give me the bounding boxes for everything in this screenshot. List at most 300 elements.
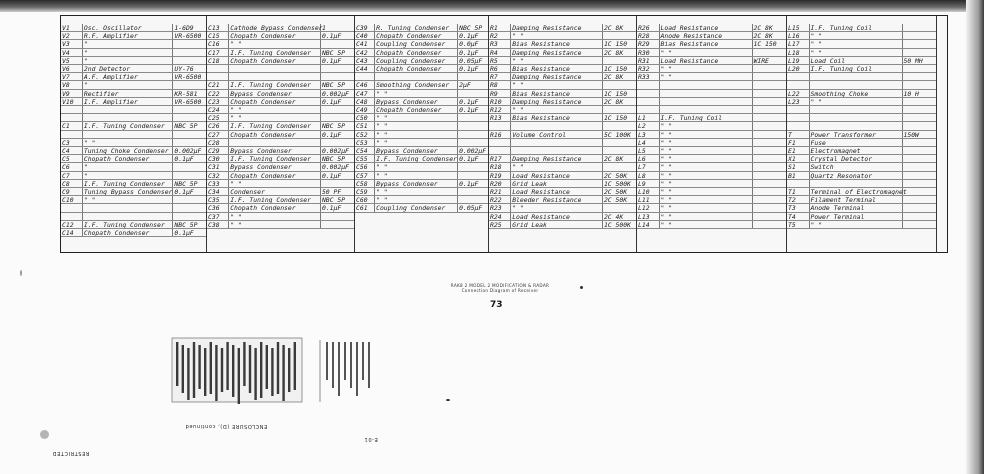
value-cell [173, 196, 206, 203]
table-row [787, 49, 936, 57]
value-cell [321, 40, 354, 47]
description-cell [660, 81, 753, 88]
table-row [489, 204, 636, 212]
ref-cell: C57 [355, 172, 375, 179]
diagram-caption [380, 283, 620, 293]
table-row [61, 106, 206, 114]
scan-border-right [966, 0, 984, 474]
description-cell: " [83, 49, 174, 56]
value-cell: 0.0µF [458, 40, 488, 47]
table-row [787, 122, 936, 130]
table-row [355, 114, 488, 122]
description-cell: Chopath Condenser [83, 155, 174, 162]
ref-cell [61, 106, 83, 113]
value-cell: 0.002µF [173, 147, 206, 154]
caption-line-2: Connection Diagram of Receiver [461, 288, 539, 293]
ref-cell: C59 [355, 188, 375, 195]
stamp-text-line [332, 342, 334, 388]
description-cell: Power Terminal [810, 213, 903, 220]
value-cell [903, 73, 937, 80]
value-cell: 2C 8K [603, 49, 636, 56]
value-cell [903, 32, 937, 39]
ref-cell: R19 [489, 172, 511, 179]
stamp-text-line [243, 342, 245, 386]
ref-cell: R30 [637, 49, 660, 56]
table-row [489, 131, 636, 139]
description-cell: " " [511, 32, 603, 39]
table-row [207, 106, 354, 114]
table-row [355, 57, 488, 65]
description-cell: I.F. Tuning Coil [810, 65, 903, 72]
value-cell [173, 81, 206, 88]
table-row [637, 65, 786, 73]
ref-cell: L13 [637, 213, 660, 220]
value-cell: 1C 150 [753, 40, 787, 47]
description-cell: " " [660, 172, 753, 179]
value-cell [458, 196, 488, 203]
ref-cell [637, 98, 660, 105]
value-cell: NBC 5P [173, 122, 206, 129]
table-row [207, 24, 354, 32]
table-row [207, 139, 354, 147]
ref-cell: L3 [637, 131, 660, 138]
value-cell: 0.002µF [321, 90, 354, 97]
ref-cell: R31 [637, 57, 660, 64]
ref-cell: C3 [61, 139, 83, 146]
description-cell: Bypass Condenser [229, 147, 321, 154]
description-cell: " " [229, 40, 321, 47]
table-column-group-coils [787, 16, 937, 252]
value-cell: 0.1µF [173, 188, 206, 195]
table-row [61, 131, 206, 139]
value-cell [753, 163, 787, 170]
description-cell: I.F. Tuning Condenser [83, 122, 174, 129]
description-cell: " " [511, 204, 603, 211]
ref-cell: V5 [61, 57, 83, 64]
value-cell [753, 204, 787, 211]
ref-cell: L16 [787, 32, 810, 39]
ref-cell: R18 [489, 163, 511, 170]
table-row [787, 114, 936, 122]
ref-cell: C50 [355, 114, 375, 121]
description-cell: Bypass Condenser [375, 147, 458, 154]
description-cell: R.F. Amplifier [83, 32, 174, 39]
table-row [207, 172, 354, 180]
ref-cell [489, 147, 511, 154]
description-cell [83, 213, 174, 220]
table-row [637, 131, 786, 139]
stamp-text-line [182, 345, 184, 393]
description-cell: Tuning Bypass Condenser [83, 188, 173, 196]
value-cell [603, 106, 636, 113]
value-cell [173, 57, 206, 64]
value-cell [753, 139, 787, 146]
description-cell: Tuning Choke Condenser [83, 147, 174, 154]
description-cell [229, 65, 321, 72]
description-cell: Chopath Condenser [83, 229, 174, 236]
description-cell [810, 122, 903, 129]
ref-cell: C7 [61, 172, 83, 179]
table-row [637, 172, 786, 180]
ref-cell: C40 [355, 32, 375, 39]
description-cell: " " [375, 90, 458, 97]
table-row [637, 188, 786, 196]
table-row [207, 204, 354, 212]
ref-cell: V9 [61, 90, 83, 97]
description-cell: I.F. Tuning Coil [660, 114, 753, 121]
ref-cell: R10 [489, 98, 511, 105]
value-cell [753, 196, 787, 203]
table-row [787, 131, 936, 139]
description-cell: Chopath Condenser [229, 131, 321, 138]
value-cell: 0.002µF [458, 147, 488, 154]
description-cell [511, 139, 603, 146]
value-cell [321, 106, 354, 113]
ref-cell [787, 81, 810, 88]
table-row [787, 221, 936, 229]
description-cell: " " [83, 139, 174, 146]
ref-cell: C29 [207, 147, 229, 154]
ref-cell [787, 106, 810, 113]
table-row [489, 172, 636, 180]
value-cell [458, 163, 488, 170]
table-row [489, 24, 636, 32]
description-cell [810, 73, 903, 80]
ref-cell: C53 [355, 139, 375, 146]
value-cell [903, 122, 937, 129]
ref-cell: L12 [637, 204, 660, 211]
table-row [207, 122, 354, 130]
description-cell: " " [660, 73, 753, 80]
stamp-text-line [215, 345, 217, 401]
ref-cell [489, 122, 511, 129]
ref-cell: R9 [489, 90, 511, 97]
table-row [355, 81, 488, 89]
table-row [61, 114, 206, 122]
table-row [787, 147, 936, 155]
description-cell: " " [375, 122, 458, 129]
ref-cell: L17 [787, 40, 810, 47]
table-row [207, 196, 354, 204]
ref-cell: C16 [207, 40, 229, 47]
table-row [637, 24, 786, 32]
table-row [61, 98, 206, 106]
ref-cell: R26 [637, 24, 660, 31]
scan-speck [446, 399, 450, 401]
table-row [637, 40, 786, 48]
ref-cell: V6 [61, 65, 83, 72]
table-row [637, 114, 786, 122]
description-cell: Chopath Condenser [375, 49, 458, 56]
ref-cell [207, 65, 229, 72]
stamp-text-line [221, 348, 223, 392]
value-cell: 1C 150 [603, 40, 636, 47]
value-cell: 1C 150 [603, 65, 636, 72]
ref-cell: R22 [489, 196, 511, 203]
description-cell: Osc. Oscillator [83, 24, 174, 31]
table-row [787, 57, 936, 65]
ref-cell: R8 [489, 81, 511, 88]
table-row [207, 98, 354, 106]
description-cell: I.F. Tuning Condenser [376, 155, 457, 164]
value-cell [903, 155, 937, 162]
description-cell: Fuse [810, 139, 903, 146]
description-cell: " " [810, 221, 903, 228]
ref-cell: R7 [489, 73, 511, 80]
description-cell: Coupling Condenser [375, 204, 458, 211]
ref-cell: C25 [207, 114, 229, 121]
description-cell: R. Tuning Condenser [375, 24, 458, 31]
table-row [489, 155, 636, 163]
table-row [787, 188, 936, 196]
stamp-text-line [226, 342, 228, 390]
table-row [787, 40, 936, 48]
ref-cell: C12 [61, 221, 83, 228]
ref-cell: C24 [207, 106, 229, 113]
description-cell [810, 81, 903, 88]
description-cell: " " [375, 188, 458, 195]
ref-cell: C15 [207, 32, 229, 39]
table-row [489, 98, 636, 106]
value-cell: UY-76 [173, 65, 206, 72]
value-cell: 0.1µF [321, 57, 354, 64]
description-cell: Chopath Condenser [375, 32, 458, 39]
value-cell [903, 24, 937, 31]
stamp-text-line [187, 348, 189, 400]
description-cell: " " [229, 213, 321, 220]
ref-cell: R5 [489, 57, 511, 64]
value-cell: WIRE [753, 57, 787, 64]
table-row [61, 32, 206, 40]
description-cell: Bias Resistance [511, 65, 603, 72]
value-cell: NBC 5P [173, 180, 206, 187]
description-cell: " " [375, 114, 458, 121]
table-row [489, 65, 636, 73]
description-cell: Chopath Condenser [229, 172, 321, 179]
value-cell [173, 172, 206, 179]
stamp-text-line [350, 342, 352, 388]
value-cell: 150W [903, 131, 937, 138]
ref-cell [787, 73, 810, 80]
value-cell: KR-581 [173, 90, 206, 97]
value-cell [321, 221, 354, 228]
description-cell: Load Resistance [660, 57, 753, 64]
ref-cell [61, 204, 83, 211]
value-cell [753, 221, 787, 228]
table-row [637, 106, 786, 114]
description-cell: " " [511, 81, 603, 88]
table-column-group-condensers-a [207, 16, 355, 252]
value-cell [753, 213, 787, 220]
table-row [355, 49, 488, 57]
ref-cell: L2 [637, 122, 660, 129]
stamp-text-line [266, 345, 268, 389]
ref-cell: R29 [637, 40, 660, 47]
ref-cell: V3 [61, 40, 83, 47]
ref-cell: L10 [637, 188, 660, 195]
value-cell: 0.1µF [458, 32, 488, 39]
table-row [637, 163, 786, 171]
table-row [207, 40, 354, 48]
table-row [355, 90, 488, 98]
scan-border-top [0, 0, 984, 12]
ref-cell: R3 [489, 40, 511, 47]
table-row [355, 180, 488, 188]
table-row [355, 65, 488, 73]
description-cell [810, 114, 903, 121]
table-row [61, 180, 206, 188]
description-cell: " " [229, 114, 321, 121]
value-cell: 0.1µF [458, 49, 488, 56]
description-cell: Grid Leak [511, 180, 603, 187]
value-cell [903, 221, 937, 228]
ref-cell: C39 [355, 24, 375, 31]
description-cell [511, 147, 603, 154]
ref-cell: C17 [207, 49, 229, 56]
description-cell: " " [660, 213, 753, 220]
ref-cell: L5 [637, 147, 660, 154]
description-cell: " " [511, 106, 603, 113]
ref-cell: C35 [207, 196, 229, 203]
description-cell: " " [660, 139, 753, 146]
table-row [61, 188, 206, 196]
value-cell [458, 122, 488, 129]
ref-cell: C32 [207, 172, 229, 179]
description-cell [83, 106, 174, 113]
rotated-index-stamp [170, 336, 380, 406]
value-cell [753, 114, 787, 121]
ref-cell: C31 [207, 163, 229, 170]
value-cell: 2C 8K [753, 32, 787, 39]
value-cell: 1C 150 [603, 90, 636, 97]
ref-cell: T2 [787, 196, 810, 203]
table-row [637, 204, 786, 212]
description-cell: " " [511, 57, 603, 64]
ref-cell: B1 [787, 172, 810, 179]
table-row [637, 73, 786, 81]
description-cell: Rectifier [83, 90, 174, 97]
ref-cell: R32 [637, 65, 660, 72]
ref-cell [637, 81, 660, 88]
table-row [61, 122, 206, 130]
description-cell: " " [660, 155, 753, 162]
value-cell: VR-6500 [173, 73, 206, 80]
description-cell: Smoothing Choke [810, 90, 903, 97]
description-cell: " " [660, 131, 753, 138]
restricted-marking: RESTRICTED [52, 450, 90, 456]
ref-cell: C52 [355, 131, 375, 138]
ref-cell: L19 [787, 57, 810, 64]
description-cell [375, 73, 458, 80]
value-cell: NBC 5P [321, 81, 354, 88]
stamp-text-line [362, 342, 364, 380]
stamp-text-line [338, 342, 340, 396]
ref-cell: C28 [207, 139, 229, 146]
description-cell: " " [375, 172, 458, 179]
value-cell [173, 40, 206, 47]
description-cell [810, 180, 903, 187]
description-cell: Load Resistance [660, 24, 753, 31]
description-cell: " " [83, 196, 174, 203]
ref-cell: V4 [61, 49, 83, 56]
description-cell: " [83, 172, 174, 179]
value-cell [458, 114, 488, 121]
description-cell [229, 73, 321, 80]
ref-cell: L11 [637, 196, 660, 203]
table-row [787, 172, 936, 180]
table-row [355, 73, 488, 81]
value-cell: 0.1µF [458, 180, 488, 187]
ref-cell: C34 [207, 188, 229, 195]
stamp-text-line [193, 342, 195, 398]
caption-line-1: RAK8 2 MODEL 2 MODIFICATION & RADAR [450, 283, 550, 288]
value-cell: NBC 5P [458, 24, 488, 31]
description-cell: Chopath Condenser [229, 204, 321, 211]
table-row [787, 196, 936, 204]
value-cell: 0.1µF [458, 98, 488, 105]
table-row [61, 73, 206, 81]
value-cell: NBC 5P [321, 196, 354, 203]
table-row [637, 180, 786, 188]
ref-cell: C38 [207, 221, 229, 228]
value-cell [753, 49, 787, 56]
value-cell [173, 49, 206, 56]
table-row [489, 40, 636, 48]
table-column-group-resistors-b [637, 16, 787, 252]
value-cell: 2C 50K [603, 172, 636, 179]
table-grid [61, 16, 947, 252]
description-cell: Load Resistance [511, 213, 603, 220]
value-cell: 2C 8K [603, 155, 636, 162]
table-row [489, 32, 636, 40]
ref-cell: C58 [355, 180, 375, 187]
description-cell: Smoothing Condenser [375, 81, 458, 88]
value-cell: 0.1µF [173, 229, 206, 236]
ref-cell: C33 [207, 180, 229, 187]
ref-cell: C54 [355, 147, 375, 154]
ref-cell: C13 [207, 24, 229, 31]
description-cell: Damping Resistance [511, 155, 603, 162]
value-cell: NBC 5P [321, 49, 354, 56]
description-cell: " " [810, 98, 903, 105]
description-cell: " " [229, 221, 321, 228]
table-row [61, 81, 206, 89]
description-cell [83, 131, 174, 138]
table-row [355, 172, 488, 180]
stamp-text-line [344, 342, 346, 380]
table-row [489, 57, 636, 65]
ref-cell: R25 [489, 221, 511, 228]
table-row [637, 155, 786, 163]
description-cell: " " [660, 49, 753, 56]
ref-cell: C8 [61, 180, 83, 187]
value-cell: 50 PF [321, 188, 354, 195]
description-cell: Damping Resistance [511, 24, 603, 31]
table-row [61, 49, 206, 57]
scan-speck [40, 430, 49, 439]
table-row [207, 213, 354, 221]
value-cell [321, 114, 354, 121]
description-cell [83, 114, 174, 121]
description-cell: Bias Resistance [660, 40, 753, 47]
table-row [489, 196, 636, 204]
table-row [787, 65, 936, 73]
ref-cell: L7 [637, 163, 660, 170]
description-cell: I.F. Amplifier [83, 98, 174, 105]
value-cell [321, 73, 354, 80]
table-row [787, 139, 936, 147]
table-column-group-tubes [61, 16, 207, 252]
